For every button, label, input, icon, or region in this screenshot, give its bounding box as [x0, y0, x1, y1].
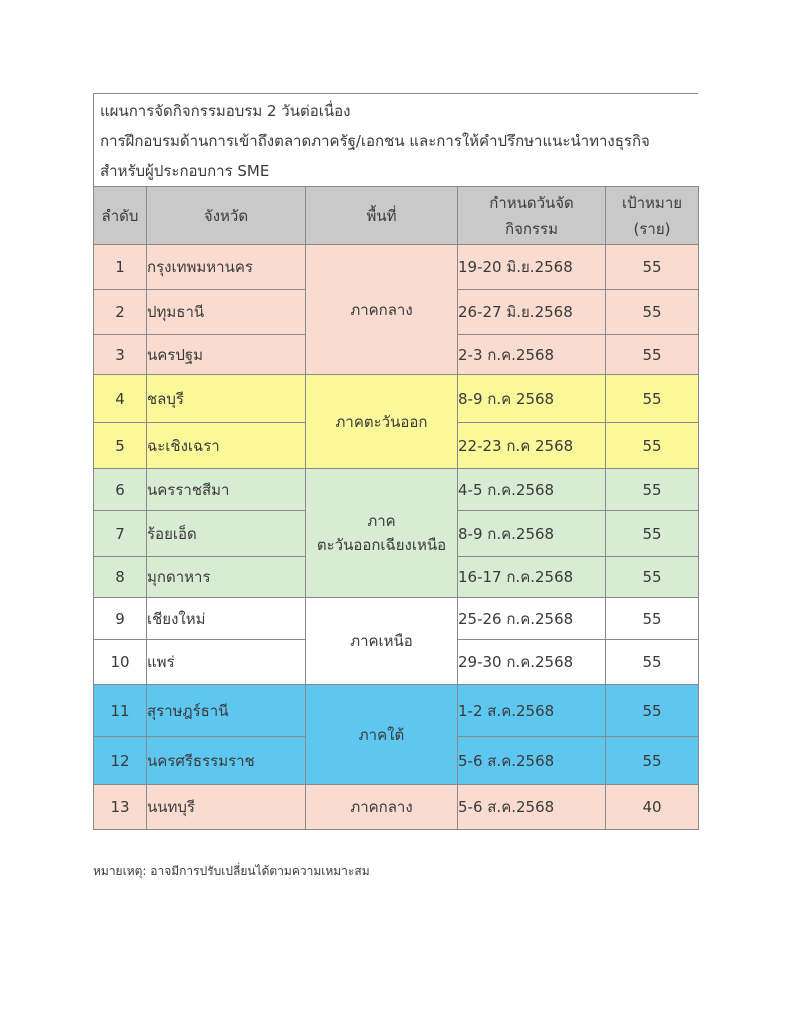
row-date: 19-20 มิ.ย.2568 [458, 245, 606, 290]
row-province: ร้อยเอ็ด [147, 511, 306, 557]
region-northeast [306, 469, 458, 598]
row-province: ปทุมธานี [147, 290, 306, 335]
region-northeast-line2: ตะวันออกเฉียงเหนือ [316, 536, 447, 554]
document-header [93, 93, 698, 186]
row-no: 3 [94, 335, 147, 375]
row-target: 55 [606, 423, 699, 469]
row-target: 55 [606, 685, 699, 737]
region-south: ภาคใต้ [306, 685, 458, 785]
footnote: หมายเหตุ: อาจมีการปรับเปลี่ยนได้ตามความเหมาะสม [93, 864, 370, 878]
table-row [94, 245, 699, 290]
row-province: นครราชสีมา [147, 469, 306, 511]
row-date: 8-9 ก.ค.2568 [458, 511, 606, 557]
row-province: นนทบุรี [147, 785, 306, 830]
column-header-target-line1: เป้าหมาย [621, 193, 683, 212]
table-row [94, 375, 699, 423]
row-target: 55 [606, 335, 699, 375]
region-northeast-line1: ภาค [367, 512, 396, 530]
row-target: 55 [606, 245, 699, 290]
table-row [94, 598, 699, 640]
column-header-date [458, 187, 606, 245]
row-no: 13 [94, 785, 147, 830]
column-header-date-line1: กำหนดวันจัด [489, 193, 574, 212]
column-header-no: ลำดับ [94, 187, 147, 245]
region-central: ภาคกลาง [306, 245, 458, 375]
header-subtitle: การฝึกอบรมด้านการเข้าถึงตลาดภาครัฐ/เอกชน และการให้คำปรึกษาแนะนำทางธุรกิจ [100, 132, 650, 150]
row-province: แพร่ [147, 640, 306, 685]
row-no: 11 [94, 685, 147, 737]
table-row [94, 685, 699, 737]
row-no: 9 [94, 598, 147, 640]
row-target: 55 [606, 640, 699, 685]
row-province: ฉะเชิงเฉรา [147, 423, 306, 469]
row-date: 29-30 ก.ค.2568 [458, 640, 606, 685]
row-no: 5 [94, 423, 147, 469]
row-target: 55 [606, 598, 699, 640]
row-target: 55 [606, 469, 699, 511]
header-title: แผนการจัดกิจกรรมอบรม 2 วันต่อเนื่อง [100, 102, 351, 120]
header-audience: สำหรับผู้ประกอบการ SME [100, 162, 270, 180]
row-no: 1 [94, 245, 147, 290]
table-row [94, 785, 699, 830]
row-no: 12 [94, 737, 147, 785]
column-header-target [606, 187, 699, 245]
column-header-region: พื้นที่ [306, 187, 458, 245]
row-no: 7 [94, 511, 147, 557]
row-province: กรุงเทพมหานคร [147, 245, 306, 290]
table-row [94, 469, 699, 511]
row-no: 8 [94, 557, 147, 598]
row-target: 55 [606, 737, 699, 785]
table-header-row [94, 187, 699, 245]
row-target: 55 [606, 375, 699, 423]
column-header-province: จังหวัด [147, 187, 306, 245]
row-province: ชลบุรี [147, 375, 306, 423]
row-province: มุกดาหาร [147, 557, 306, 598]
row-date: 16-17 ก.ค.2568 [458, 557, 606, 598]
region-north: ภาคเหนือ [306, 598, 458, 685]
row-target: 55 [606, 511, 699, 557]
row-date: 2-3 ก.ค.2568 [458, 335, 606, 375]
row-no: 6 [94, 469, 147, 511]
row-province: เชียงใหม่ [147, 598, 306, 640]
region-central-2: ภาคกลาง [306, 785, 458, 830]
document [93, 93, 698, 830]
row-no: 10 [94, 640, 147, 685]
row-date: 8-9 ก.ค 2568 [458, 375, 606, 423]
row-no: 2 [94, 290, 147, 335]
row-date: 5-6 ส.ค.2568 [458, 737, 606, 785]
row-target: 40 [606, 785, 699, 830]
row-date: 4-5 ก.ค.2568 [458, 469, 606, 511]
row-date: 22-23 ก.ค 2568 [458, 423, 606, 469]
row-province: สุราษฎร์ธานี [147, 685, 306, 737]
activity-plan-table [93, 186, 699, 830]
row-target: 55 [606, 557, 699, 598]
row-target: 55 [606, 290, 699, 335]
row-no: 4 [94, 375, 147, 423]
row-date: 25-26 ก.ค.2568 [458, 598, 606, 640]
region-east: ภาคตะวันออก [306, 375, 458, 469]
row-province: นครศรีธรรมราช [147, 737, 306, 785]
row-date: 1-2 ส.ค.2568 [458, 685, 606, 737]
column-header-target-line2: (ราย) [633, 219, 671, 238]
row-date: 5-6 ส.ค.2568 [458, 785, 606, 830]
row-province: นครปฐม [147, 335, 306, 375]
row-date: 26-27 มิ.ย.2568 [458, 290, 606, 335]
column-header-date-line2: กิจกรรม [505, 219, 558, 238]
